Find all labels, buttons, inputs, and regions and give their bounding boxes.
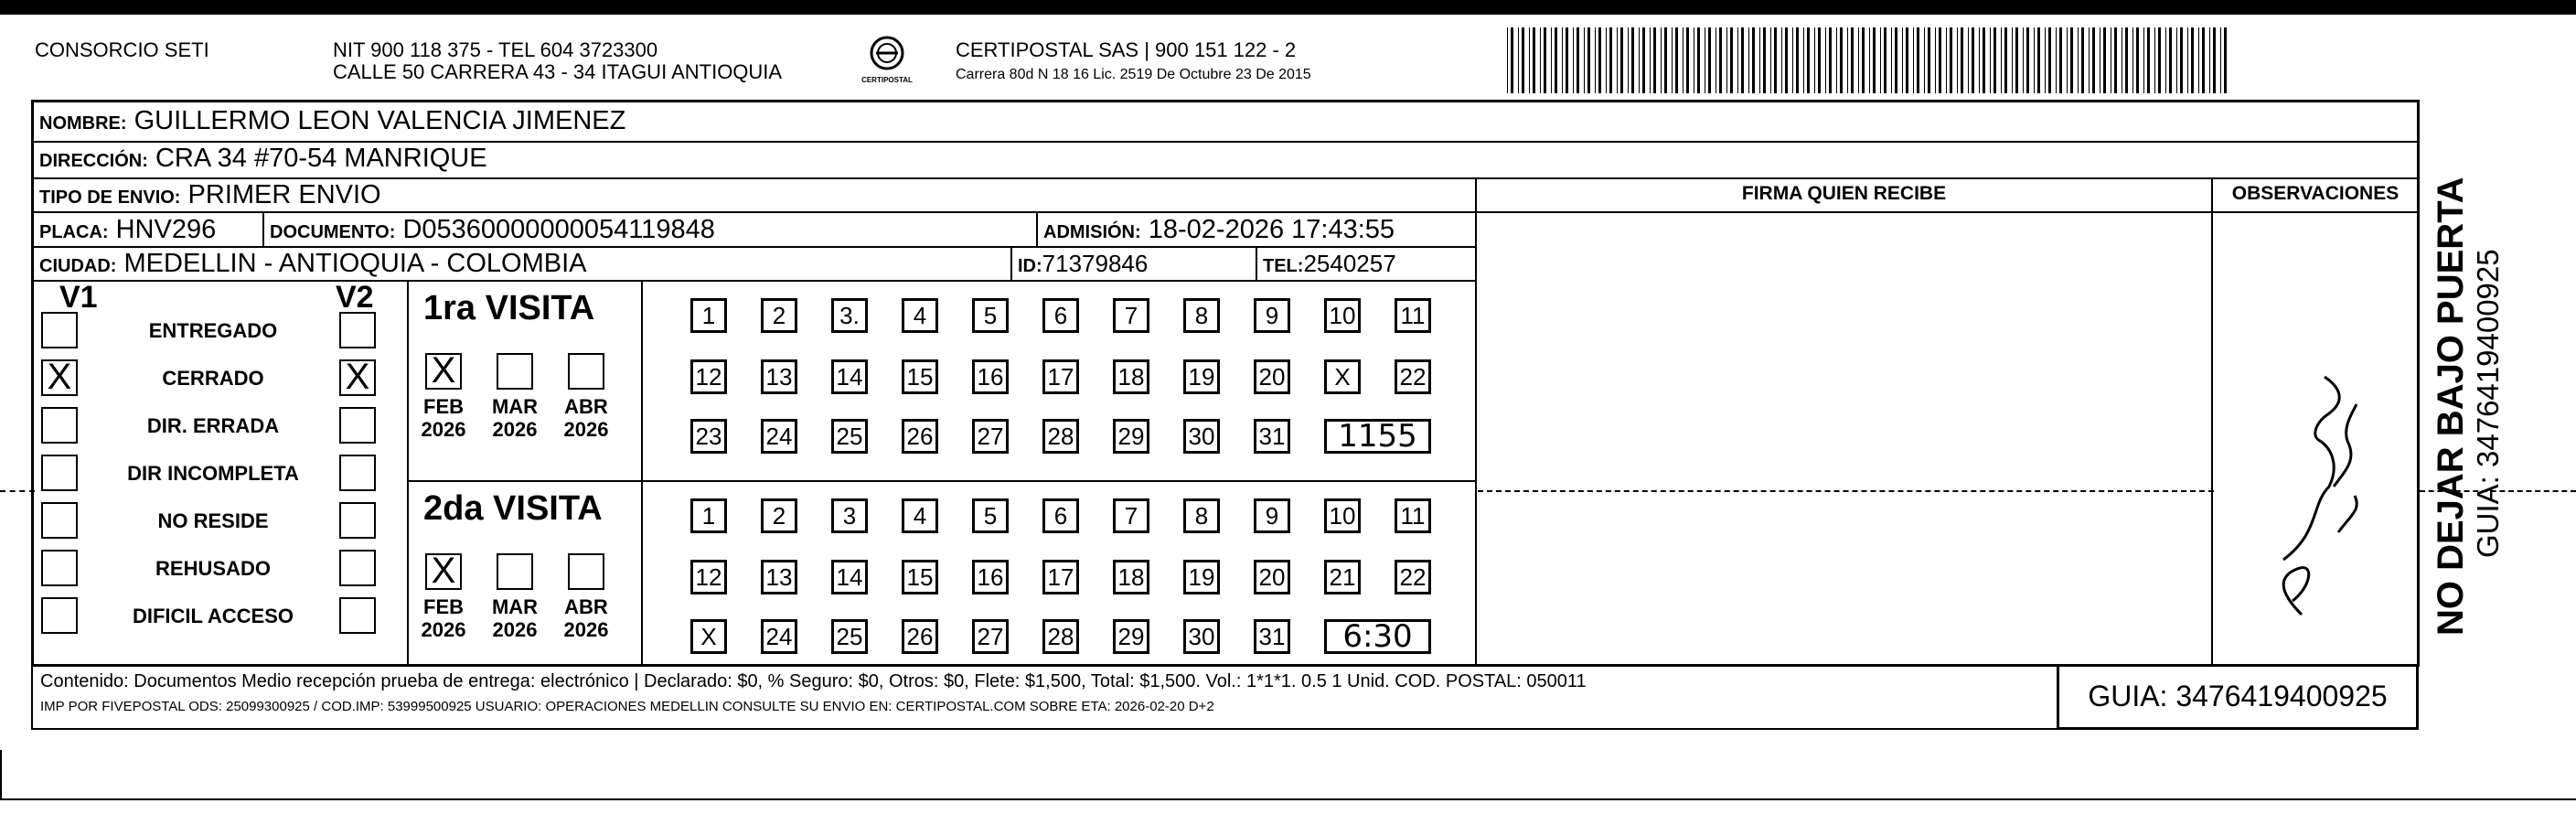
v1-checkbox[interactable] [41,407,78,444]
v2-checkbox[interactable]: X [339,359,376,396]
fold-line-middle [1478,490,2214,492]
day-box[interactable]: 15 [902,560,938,594]
month-label [554,595,618,641]
v1-checkbox[interactable] [41,502,78,539]
day-box[interactable]: 31 [1254,419,1290,454]
fold-line-left [0,490,35,492]
ciudad-field: CIUDAD: MEDELLIN - ANTIOQUIA - COLOMBIA [39,249,587,278]
v1-checkbox[interactable] [41,312,78,348]
delivery-form [31,100,2420,667]
v2-checkbox[interactable] [339,597,376,634]
direccion-field: DIRECCIÓN: CRA 34 #70-54 MANRIQUE [39,144,487,173]
day-box[interactable]: 6 [1042,298,1079,333]
day-box[interactable]: 26 [902,619,938,654]
day-box[interactable]: 14 [831,560,868,594]
month-label [412,595,476,641]
month-label [554,395,618,441]
guia-box-text: GUIA: 3476419400925 [2088,680,2388,712]
month-label [412,395,476,441]
day-box[interactable]: 18 [1113,560,1149,594]
day-box[interactable]: 29 [1113,419,1149,454]
month-year: 2026 [421,618,466,641]
day-box[interactable]: 16 [972,359,1009,394]
visit-time[interactable]: 6:30 [1324,619,1431,654]
day-box[interactable]: 31 [1254,619,1290,654]
month-year: 2026 [492,418,538,441]
day-box[interactable]: 12 [690,560,727,594]
day-box[interactable]: 14 [831,359,868,394]
day-box[interactable]: 9 [1254,498,1290,533]
day-box[interactable]: 13 [761,359,797,394]
day-box[interactable]: 5 [972,498,1009,533]
day-box[interactable]: 9 [1254,298,1290,333]
day-box[interactable]: 28 [1042,619,1079,654]
tel-field: TEL:2540257 [1263,250,1396,277]
day-box[interactable]: 28 [1042,419,1079,454]
month-label [483,595,547,641]
bottom-line [0,798,2576,800]
day-box[interactable]: 30 [1183,419,1220,454]
tel-value: 2540257 [1303,250,1396,277]
guia-box [2057,664,2419,730]
day-box[interactable]: 20 [1254,560,1290,594]
day-box[interactable]: 11 [1395,298,1431,333]
day-box[interactable]: 17 [1042,359,1079,394]
month-name: MAR [491,595,539,618]
status-option-label: DIR INCOMPLETA [127,462,299,485]
v1-checkbox[interactable] [41,597,78,634]
nombre-value: GUILLERMO LEON VALENCIA JIMENEZ [134,106,626,135]
month-name: FEB [423,595,464,618]
month-checkbox[interactable] [497,553,533,590]
day-box[interactable]: 2 [761,498,797,533]
logo-text: CERTIPOSTAL [861,76,913,84]
firma-header: FIRMA QUIEN RECIBE [1741,183,1947,204]
placa-field: PLACA: HNV296 [39,215,217,244]
logo-icon [869,35,905,71]
day-box[interactable]: 22 [1395,359,1431,394]
ciudad-value: MEDELLIN - ANTIOQUIA - COLOMBIA [123,249,587,278]
month-checkbox[interactable]: X [425,353,462,390]
month-year: 2026 [492,618,538,641]
day-box[interactable]: 6 [1042,498,1079,533]
placa-value: HNV296 [115,215,217,244]
day-box[interactable]: X [690,619,727,654]
month-checkbox[interactable] [568,553,604,590]
license-line: Carrera 80d N 18 16 Lic. 2519 De Octubre 23 De 2015 [956,67,1311,82]
certipostal-line: CERTIPOSTAL SAS | 900 151 122 - 2 [956,38,1297,61]
documento-value: D05360000000054119848 [402,215,715,244]
v2-checkbox[interactable] [339,502,376,539]
company-name: CONSORCIO SETI [35,38,209,61]
day-box[interactable]: 18 [1113,359,1149,394]
day-box[interactable]: 15 [902,359,938,394]
status-option-label: NO RESIDE [157,509,269,532]
day-box[interactable]: 2 [761,298,797,333]
tipo-envio-value: PRIMER ENVIO [187,180,381,209]
day-box[interactable]: 13 [761,560,797,594]
day-box[interactable]: 3 [831,498,868,533]
status-option-label: REHUSADO [155,557,271,580]
status-option-label: ENTREGADO [148,319,278,342]
day-box[interactable]: 1 [690,298,727,333]
month-checkbox[interactable] [568,353,604,390]
month-year: 2026 [563,618,609,641]
top-border [0,0,2576,15]
month-name: FEB [423,395,464,418]
v2-checkbox[interactable] [339,407,376,444]
day-box[interactable]: 3. [831,298,868,333]
day-box[interactable]: 7 [1113,298,1149,333]
nit-line: NIT 900 118 375 - TEL 604 3723300 [333,38,658,61]
signature [2247,349,2384,624]
imp-text: IMP POR FIVEPOSTAL ODS: 25099300925 / COD.IMP: 53999500925 USUARIO: OPERACIONES MEDELLIN CONSULTE SU ENVIO EN: CERTIPOSTAL.COM SOBRE ETA: 2026-02-20 D+2 [40,699,1214,714]
day-box[interactable]: X [1324,359,1361,394]
v1-checkbox[interactable] [41,550,78,586]
day-box[interactable]: 25 [831,619,868,654]
day-box[interactable]: 21 [1324,560,1361,594]
day-box[interactable]: 10 [1324,298,1361,333]
certipostal-logo [855,35,919,90]
status-option-label: CERRADO [162,367,264,390]
day-box[interactable]: 23 [690,419,727,454]
day-box[interactable]: 4 [902,498,938,533]
month-checkbox[interactable] [497,353,533,390]
day-box[interactable]: 27 [972,619,1009,654]
day-box[interactable]: 24 [761,419,797,454]
barcode [1507,27,2229,93]
id-field: ID:71379846 [1018,250,1149,277]
day-box[interactable]: 11 [1395,498,1431,533]
visit-title: 2da VISITA [423,489,603,528]
address-line: CALLE 50 CARRERA 43 - 34 ITAGUI ANTIOQUIA [333,60,783,83]
direccion-value: CRA 34 #70-54 MANRIQUE [155,144,487,173]
side-warning: NO DEJAR BAJO PUERTA [2431,177,2471,636]
month-name: MAR [491,395,539,418]
day-box[interactable]: 19 [1183,359,1220,394]
status-option-label: DIR. ERRADA [146,414,280,437]
visit-time[interactable]: 1155 [1324,419,1431,454]
month-checkbox[interactable]: X [425,553,462,590]
v1-checkbox[interactable] [41,455,78,491]
day-box[interactable]: 12 [690,359,727,394]
day-box[interactable]: 7 [1113,498,1149,533]
day-box[interactable]: 5 [972,298,1009,333]
day-box[interactable]: 26 [902,419,938,454]
v2-header: V2 [336,280,374,315]
admision-value: 18-02-2026 17:43:55 [1148,215,1395,244]
day-box[interactable]: 24 [761,619,797,654]
v2-checkbox[interactable] [339,550,376,586]
month-year: 2026 [421,418,466,441]
day-box[interactable]: 16 [972,560,1009,594]
v1-header: V1 [59,280,98,315]
v2-checkbox[interactable] [339,455,376,491]
month-name: ABR [564,395,608,418]
month-name: ABR [564,595,608,618]
day-box[interactable]: 8 [1183,498,1220,533]
side-guia: GUIA: 3476419400925 [2471,249,2505,558]
day-box[interactable]: 10 [1324,498,1361,533]
tipo-envio-field: TIPO DE ENVIO: PRIMER ENVIO [39,180,381,209]
day-box[interactable]: 19 [1183,560,1220,594]
day-box[interactable]: 20 [1254,359,1290,394]
id-value: 71379846 [1042,250,1149,277]
documento-field: DOCUMENTO: D05360000000054119848 [270,215,715,244]
day-box[interactable]: 1 [690,498,727,533]
day-box[interactable]: 27 [972,419,1009,454]
nombre-field: NOMBRE: GUILLERMO LEON VALENCIA JIMENEZ [39,106,626,135]
v2-checkbox[interactable] [339,312,376,348]
day-box[interactable]: 29 [1113,619,1149,654]
observaciones-header: OBSERVACIONES [2231,183,2400,204]
day-box[interactable]: 17 [1042,560,1079,594]
admision-field: ADMISIÓN: 18-02-2026 17:43:55 [1043,215,1395,244]
visit-title: 1ra VISITA [423,289,595,327]
day-box[interactable]: 25 [831,419,868,454]
contenido-text: Contenido: Documentos Medio recepción prueba de entrega: electrónico | Declarado: $0, % Seguro: $0, Otros: $0, Flete: $1,500, Total: $1,500. Vol.: 1*1*1. 0.5 1 Unid. COD. POSTAL: 050011 [40,671,1587,691]
day-box[interactable]: 8 [1183,298,1220,333]
status-option-label: DIFICIL ACCESO [132,605,294,627]
month-year: 2026 [563,418,609,441]
month-label [483,395,547,441]
day-box[interactable]: 4 [902,298,938,333]
v1-checkbox[interactable]: X [41,359,78,396]
day-box[interactable]: 22 [1395,560,1431,594]
day-box[interactable]: 30 [1183,619,1220,654]
